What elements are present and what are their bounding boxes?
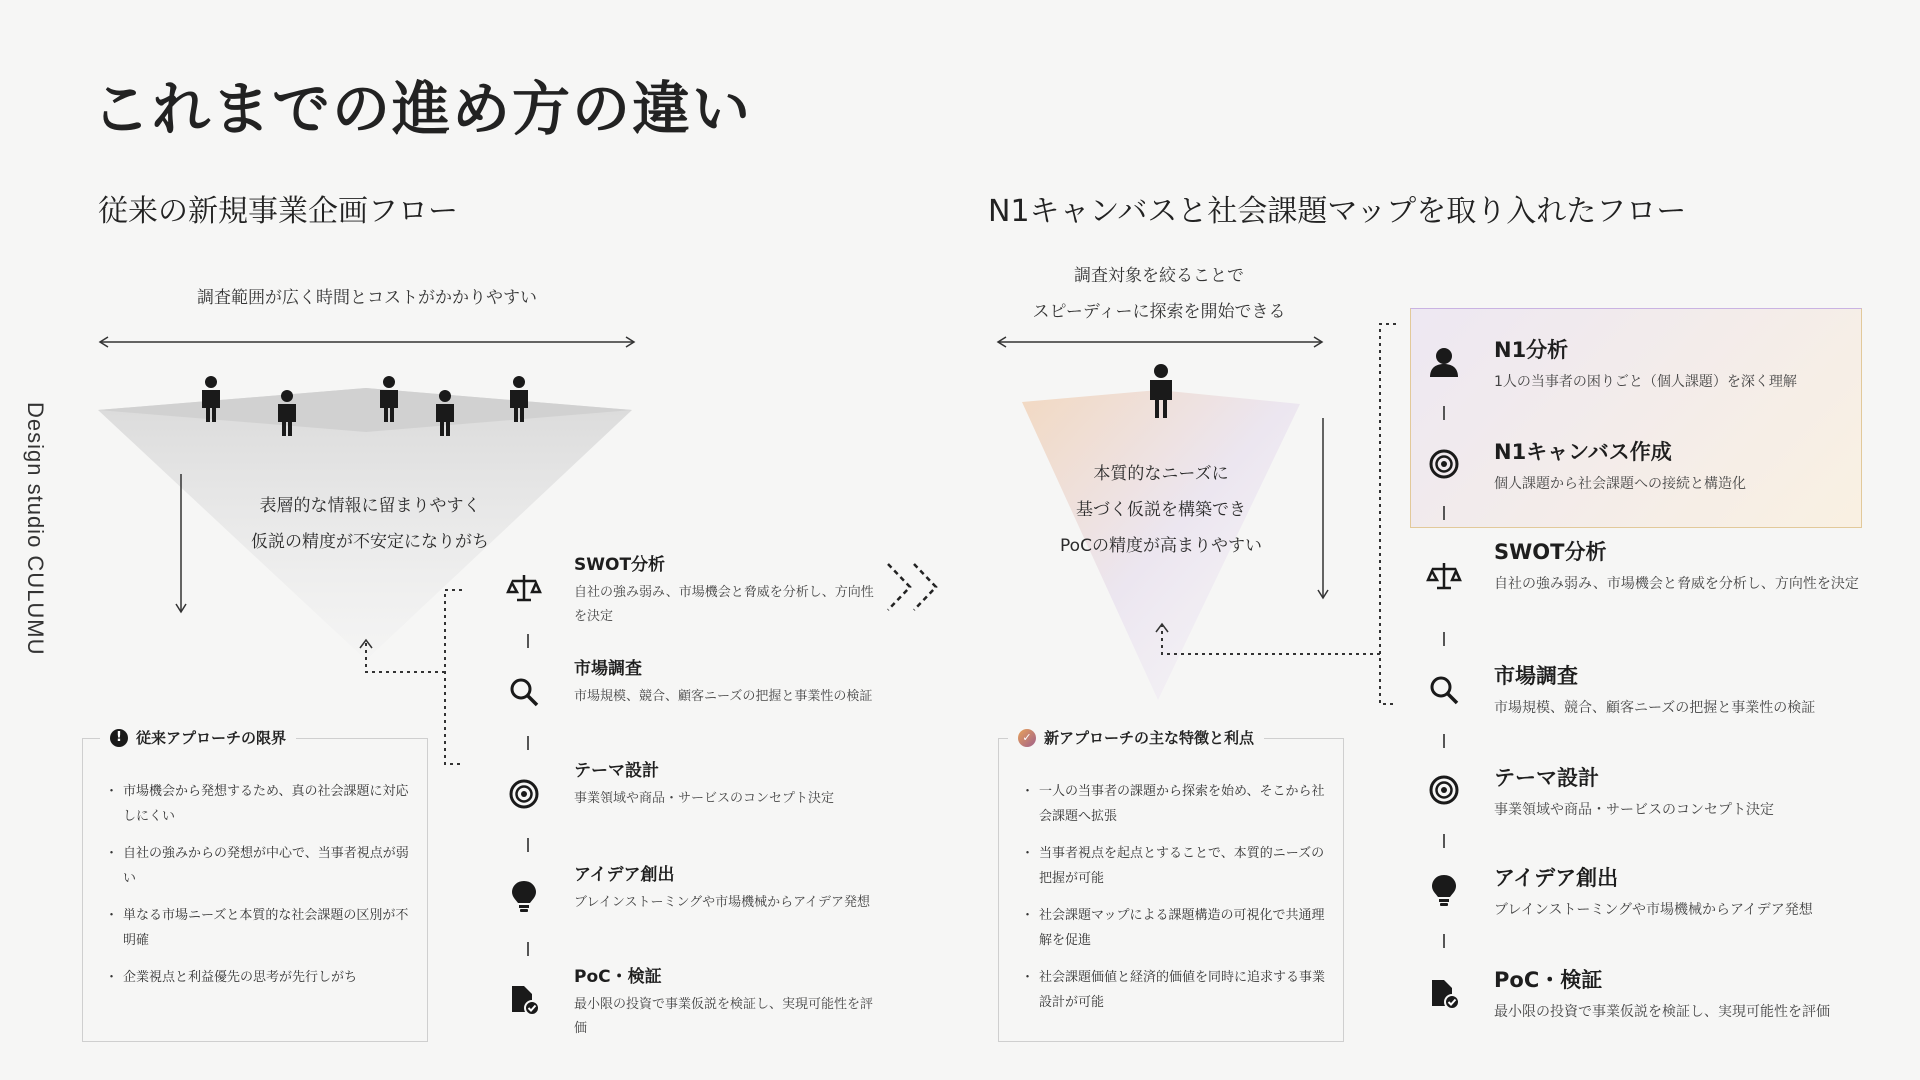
step-title: PoC・検証: [574, 967, 662, 987]
side-brand-label: Design studio CULUMU: [23, 402, 48, 656]
right-box-title-text: 新アプローチの主な特徴と利点: [1044, 729, 1255, 747]
right-section-heading: N1キャンバスと社会課題マップを取り入れたフロー: [988, 194, 1687, 229]
list-item: ・ 企業視点と利益優先の思考が先行しがち: [105, 965, 415, 990]
list-item: ・ 単なる市場ニーズと本質的な社会課題の区別が不明確: [105, 903, 415, 953]
step-desc: 自社の強み弱み、市場機会と脅威を分析し、方向性を決定: [574, 585, 874, 624]
person-icon: [1426, 344, 1462, 380]
left-box-title: [100, 727, 296, 748]
step-desc: 事業領域や商品・サービスのコンセプト決定: [574, 791, 835, 806]
step-desc: 1人の当事者の困りごと（個人課題）を深く理解: [1494, 374, 1797, 390]
left-step-theme: [574, 756, 874, 811]
right-funnel-text-2: 基づく仮説を構築でき: [1076, 500, 1246, 520]
step-title: N1分析: [1494, 338, 1569, 362]
right-step-n1-analysis: [1494, 334, 1874, 394]
step-desc: ブレインストーミングや市場機械からアイデア発想: [1494, 902, 1813, 918]
step-connector: [1443, 734, 1445, 748]
step-title: アイデア創出: [1494, 866, 1619, 890]
list-item: ・ 当事者視点を起点とすることで、本質的ニーズの把握が可能: [1021, 841, 1331, 891]
list-item: ・ 市場機会から発想するため、真の社会課題に対応しにくい: [105, 779, 415, 829]
step-title: 市場調査: [574, 659, 642, 679]
left-down-arrow: [174, 474, 188, 616]
left-step-idea: [574, 860, 874, 915]
target-icon: [1426, 446, 1462, 482]
list-item: ・ 社会課題価値と経済的価値を同時に追求する事業設計が可能: [1021, 965, 1331, 1015]
target-icon: [1426, 772, 1462, 808]
step-connector: [1443, 406, 1445, 420]
step-desc: ブレインストーミングや市場機械からアイデア発想: [574, 895, 871, 910]
step-desc: 最小限の投資で事業仮説を検証し、実現可能性を評価: [574, 997, 874, 1036]
right-benefits-box: [998, 738, 1344, 1042]
left-step-poc: [574, 962, 874, 1041]
alert-icon: !: [110, 729, 128, 747]
chevron-right-icon: [884, 560, 944, 614]
right-step-idea: [1494, 862, 1874, 922]
step-connector: [527, 736, 529, 750]
left-step-market: [574, 654, 874, 709]
left-funnel-text-2: 仮説の精度が不安定になりがち: [251, 532, 489, 552]
step-desc: 最小限の投資で事業仮説を検証し、実現可能性を評価: [1494, 1004, 1830, 1020]
right-step-theme: [1494, 762, 1874, 822]
step-connector: [527, 942, 529, 956]
step-title: SWOT分析: [1494, 540, 1607, 564]
step-title: テーマ設計: [574, 761, 659, 781]
step-connector: [527, 838, 529, 852]
step-desc: 個人課題から社会課題への接続と構造化: [1494, 476, 1746, 492]
scale-icon: [1426, 558, 1462, 594]
left-box-title-text: 従来アプローチの限界: [136, 729, 287, 747]
step-title: PoC・検証: [1494, 968, 1603, 992]
right-step-swot: [1494, 536, 1874, 596]
left-caption: 調査範囲が広く時間とコストがかかりやすい: [197, 288, 537, 308]
right-caption-1: 調査対象を絞ることで: [1074, 266, 1244, 286]
list-item: ・ 一人の当事者の課題から探索を始め、そこから社会課題へ拡張: [1021, 779, 1331, 829]
step-title: 市場調査: [1494, 664, 1578, 688]
left-section-heading: 従来の新規事業企画フロー: [98, 194, 458, 229]
left-width-arrow: [98, 334, 638, 354]
list-item: ・ 自社の強みからの発想が中心で、当事者視点が弱い: [105, 841, 415, 891]
step-desc: 事業領域や商品・サービスのコンセプト決定: [1494, 802, 1774, 818]
lightbulb-icon: [1426, 872, 1462, 908]
step-connector: [527, 634, 529, 648]
badge-check-icon: ✓: [1018, 729, 1036, 747]
people-group-icon: [196, 374, 536, 434]
step-connector: [1443, 934, 1445, 948]
right-dotted-connector: [1150, 318, 1400, 710]
step-title: SWOT分析: [574, 555, 666, 575]
right-step-market: [1494, 660, 1874, 720]
list-item: ・ 社会課題マップによる課題構造の可視化で共通理解を促進: [1021, 903, 1331, 953]
lightbulb-icon: [506, 878, 542, 914]
step-title: アイデア創出: [574, 865, 675, 885]
left-step-swot: [574, 550, 874, 629]
right-step-n1-canvas: [1494, 436, 1874, 496]
left-limitations-box: [82, 738, 428, 1042]
step-desc: 市場規模、競合、顧客ニーズの把握と事業性の検証: [574, 689, 873, 704]
step-connector: [1443, 506, 1445, 520]
search-icon: [1426, 672, 1462, 708]
right-caption-2: スピーディーに探索を開始できる: [1032, 302, 1286, 322]
page-title: これまでの進め方の違い: [92, 75, 753, 143]
step-title: N1キャンバス作成: [1494, 440, 1672, 464]
scale-icon: [506, 570, 542, 606]
right-funnel-text-3: PoCの精度が高まりやすい: [1060, 536, 1262, 556]
step-title: テーマ設計: [1494, 766, 1599, 790]
target-icon: [506, 776, 542, 812]
step-connector: [1443, 632, 1445, 646]
search-icon: [506, 674, 542, 710]
step-desc: 自社の強み弱み、市場機会と脅威を分析し、方向性を決定: [1494, 576, 1859, 592]
right-step-poc: [1494, 964, 1874, 1024]
document-check-icon: [506, 982, 542, 1018]
right-box-title: [1008, 727, 1264, 748]
step-connector: [1443, 834, 1445, 848]
step-desc: 市場規模、競合、顧客ニーズの把握と事業性の検証: [1494, 700, 1816, 716]
left-funnel-text-1: 表層的な情報に留まりやすく: [259, 496, 481, 516]
document-check-icon: [1426, 976, 1462, 1012]
right-funnel-text-1: 本質的なニーズに: [1093, 464, 1229, 484]
